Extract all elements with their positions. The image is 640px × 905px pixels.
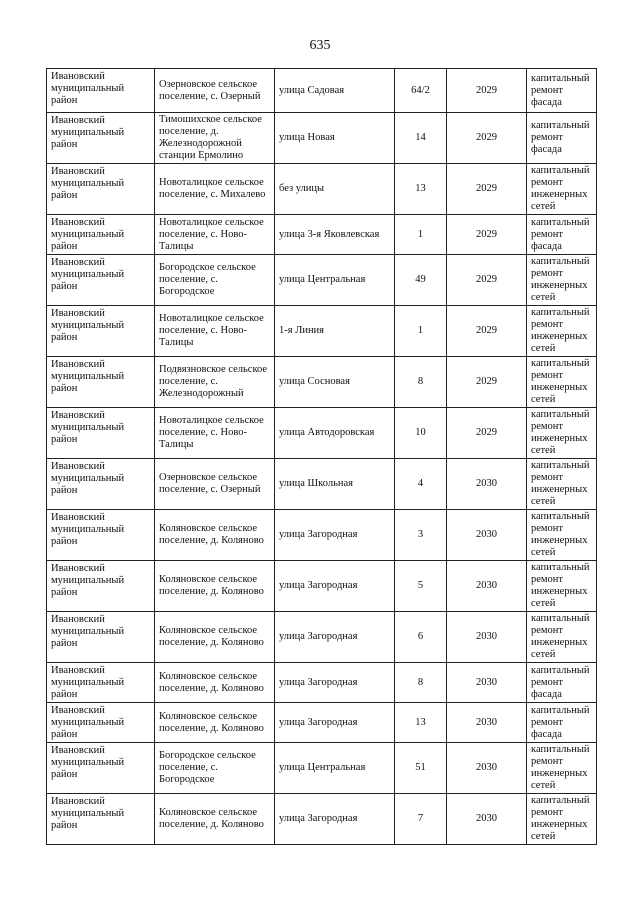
street-cell: улица Загородная [275,794,395,845]
district-cell: Ивановский муниципальный район [47,357,155,408]
work-type-cell: капитальный ремонт инженерных сетей [527,743,597,794]
street-cell: улица Садовая [275,69,395,113]
house-number-cell: 13 [395,703,447,743]
settlement-cell: Новоталицкое сельское поселение, с. Ново-Талицы [155,306,275,357]
district-cell: Ивановский муниципальный район [47,743,155,794]
street-cell: улица Сосновая [275,357,395,408]
house-number-cell: 14 [395,113,447,164]
house-number-cell: 13 [395,164,447,215]
street-cell: улица Центральная [275,743,395,794]
street-cell: улица Центральная [275,255,395,306]
settlement-cell: Новоталицкое сельское поселение, с. Ново-Талицы [155,215,275,255]
street-cell: улица Школьная [275,459,395,510]
settlement-cell: Новоталицкое сельское поселение, с. Ново-Талицы [155,408,275,459]
table-row [47,164,597,215]
table-row [47,510,597,561]
street-cell: 1-я Линия [275,306,395,357]
work-type-cell: капитальный ремонт инженерных сетей [527,794,597,845]
work-type-cell: капитальный ремонт фасада [527,215,597,255]
district-cell: Ивановский муниципальный район [47,459,155,510]
table-row [47,215,597,255]
street-cell: улица Новая [275,113,395,164]
table-row [47,408,597,459]
street-cell: без улицы [275,164,395,215]
table-row [47,255,597,306]
table-row [47,663,597,703]
work-type-cell: капитальный ремонт инженерных сетей [527,164,597,215]
year-cell: 2030 [447,561,527,612]
district-cell: Ивановский муниципальный район [47,703,155,743]
work-type-cell: капитальный ремонт инженерных сетей [527,612,597,663]
house-number-cell: 7 [395,794,447,845]
settlement-cell: Тимошихское сельское поселение, д. Железнодорожной станции Ермолино [155,113,275,164]
settlement-cell: Коляновское сельское поселение, д. Коляново [155,794,275,845]
street-cell: улица Загородная [275,703,395,743]
house-number-cell: 6 [395,612,447,663]
house-number-cell: 5 [395,561,447,612]
table-row [47,306,597,357]
house-number-cell: 8 [395,663,447,703]
table-row [47,113,597,164]
table-row [47,794,597,845]
district-cell: Ивановский муниципальный район [47,408,155,459]
year-cell: 2030 [447,743,527,794]
settlement-cell: Коляновское сельское поселение, д. Коляново [155,510,275,561]
district-cell: Ивановский муниципальный район [47,794,155,845]
settlement-cell: Богородское сельское поселение, с. Богородское [155,743,275,794]
year-cell: 2029 [447,306,527,357]
work-type-cell: капитальный ремонт инженерных сетей [527,255,597,306]
table-row [47,561,597,612]
house-number-cell: 3 [395,510,447,561]
table-row [47,703,597,743]
work-type-cell: капитальный ремонт фасада [527,113,597,164]
district-cell: Ивановский муниципальный район [47,663,155,703]
table-row [47,612,597,663]
page-number: 635 [309,38,331,53]
street-cell: улица Загородная [275,612,395,663]
house-number-cell: 64/2 [395,69,447,113]
settlement-cell: Новоталицкое сельское поселение, с. Михалево [155,164,275,215]
table-row [47,357,597,408]
work-type-cell: капитальный ремонт инженерных сетей [527,408,597,459]
house-number-cell: 8 [395,357,447,408]
settlement-cell: Богородское сельское поселение, с. Богородское [155,255,275,306]
work-type-cell: капитальный ремонт фасада [527,69,597,113]
year-cell: 2029 [447,164,527,215]
street-cell: улица Загородная [275,561,395,612]
year-cell: 2029 [447,113,527,164]
year-cell: 2030 [447,703,527,743]
table-row [47,459,597,510]
table-row [47,69,597,113]
district-cell: Ивановский муниципальный район [47,69,155,113]
house-number-cell: 51 [395,743,447,794]
district-cell: Ивановский муниципальный район [47,215,155,255]
house-number-cell: 1 [395,306,447,357]
year-cell: 2030 [447,612,527,663]
district-cell: Ивановский муниципальный район [47,510,155,561]
district-cell: Ивановский муниципальный район [47,306,155,357]
house-number-cell: 4 [395,459,447,510]
house-number-cell: 1 [395,215,447,255]
district-cell: Ивановский муниципальный район [47,113,155,164]
street-cell: улица Загородная [275,663,395,703]
year-cell: 2029 [447,255,527,306]
street-cell: улица 3-я Яковлевская [275,215,395,255]
district-cell: Ивановский муниципальный район [47,255,155,306]
district-cell: Ивановский муниципальный район [47,561,155,612]
settlement-cell: Коляновское сельское поселение, д. Коляново [155,663,275,703]
settlement-cell: Коляновское сельское поселение, д. Коляново [155,561,275,612]
table-row [47,743,597,794]
year-cell: 2030 [447,510,527,561]
settlement-cell: Коляновское сельское поселение, д. Коляново [155,703,275,743]
year-cell: 2029 [447,357,527,408]
work-type-cell: капитальный ремонт фасада [527,703,597,743]
house-number-cell: 49 [395,255,447,306]
district-cell: Ивановский муниципальный район [47,164,155,215]
work-type-cell: капитальный ремонт фасада [527,663,597,703]
house-number-cell: 10 [395,408,447,459]
year-cell: 2029 [447,215,527,255]
settlement-cell: Озерновское сельское поселение, с. Озерный [155,69,275,113]
settlement-cell: Подвязновское сельское поселение, с. Железнодорожный [155,357,275,408]
year-cell: 2030 [447,663,527,703]
work-type-cell: капитальный ремонт инженерных сетей [527,510,597,561]
work-type-cell: капитальный ремонт инженерных сетей [527,357,597,408]
street-cell: улица Автодоровская [275,408,395,459]
year-cell: 2030 [447,459,527,510]
work-type-cell: капитальный ремонт инженерных сетей [527,459,597,510]
settlement-cell: Озерновское сельское поселение, с. Озерный [155,459,275,510]
work-type-cell: капитальный ремонт инженерных сетей [527,561,597,612]
housing-repair-table [46,68,597,845]
table-body [47,69,597,845]
year-cell: 2029 [447,69,527,113]
year-cell: 2029 [447,408,527,459]
street-cell: улица Загородная [275,510,395,561]
work-type-cell: капитальный ремонт инженерных сетей [527,306,597,357]
year-cell: 2030 [447,794,527,845]
settlement-cell: Коляновское сельское поселение, д. Коляново [155,612,275,663]
district-cell: Ивановский муниципальный район [47,612,155,663]
